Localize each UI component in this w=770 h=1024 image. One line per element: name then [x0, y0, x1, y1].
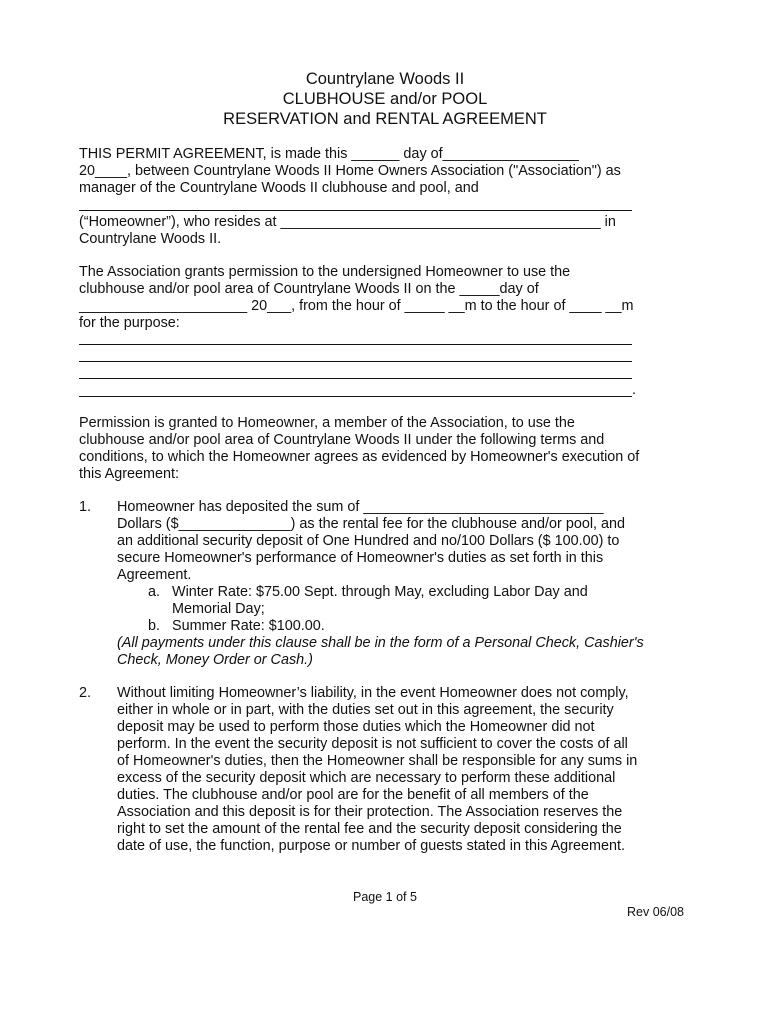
grant-line-1: The Association grants permission to the undersigned Homeowner to use the — [79, 264, 571, 280]
clause-2-line-5: of Homeowner's duties, then the Homeowner shall be responsible for any sums in — [117, 753, 638, 769]
title-line-3: RESERVATION and RENTAL AGREEMENT — [223, 110, 547, 128]
grant-line-4: for the purpose: — [79, 315, 180, 331]
clause-1a-line-1: Winter Rate: $75.00 Sept. through May, excluding Labor Day and — [172, 584, 588, 600]
intro-line-3: manager of the Countrylane Woods II clubhouse and pool, and — [79, 180, 479, 196]
permission-line-4: this Agreement: — [79, 466, 179, 482]
clause-1-line-2: Dollars ($______________) as the rental fee for the clubhouse and/or pool, and — [117, 516, 626, 532]
homeowner-name-blank[interactable] — [79, 210, 632, 211]
title-line-2: CLUBHOUSE and/or POOL — [282, 90, 488, 108]
clause-2-line-4: perform. In the event the security deposit is not sufficient to cover the costs of all — [117, 736, 628, 752]
clause-1-line-1: Homeowner has deposited the sum of ______________________________ — [117, 499, 604, 515]
clause-2-line-2: either in whole or in part, with the duties set out in this agreement, the security — [117, 702, 614, 718]
clause-2-line-6: excess of the security deposit which are necessary to perform these additional — [117, 770, 616, 786]
intro-line-2: 20____, between Countrylane Woods II Home Owners Association ("Association") as — [79, 163, 621, 179]
clause-1b-line-1: Summer Rate: $100.00. — [172, 618, 325, 634]
clause-1-line-5: Agreement. — [117, 567, 192, 583]
grant-line-2: clubhouse and/or pool area of Countrylane Woods II on the _____day of — [79, 281, 539, 297]
page-number: Page 1 of 5 — [353, 890, 417, 904]
clause-2-line-3: deposit may be used to perform those duties which the Homeowner did not — [117, 719, 595, 735]
purpose-blank-4[interactable] — [79, 396, 632, 397]
clause-2-line-9: right to set the amount of the rental fee and the security deposit considering the — [117, 821, 622, 837]
title-line-1: Countrylane Woods II — [305, 70, 465, 88]
clause-1-note-line-1: (All payments under this clause shall be in the form of a Personal Check, Cashier's — [117, 635, 644, 651]
revision-label: Rev 06/08 — [627, 905, 684, 919]
clause-2-line-10: date of use, the function, purpose or number of guests stated in this Agreement. — [117, 838, 625, 854]
intro-line-4: (“Homeowner”), who resides at ________________________________________ in — [79, 214, 616, 230]
grant-line-3: _____________________ 20___, from the hour of _____ __m to the hour of ____ __m — [79, 298, 634, 314]
clause-2-line-7: duties. The clubhouse and/or pool are for the benefit of all members of the — [117, 787, 589, 803]
clause-1b-marker: b. — [148, 618, 161, 634]
purpose-blank-2[interactable] — [79, 361, 632, 362]
clause-1-line-3: an additional security deposit of One Hundred and no/100 Dollars ($ 100.00) to — [117, 533, 620, 549]
clause-2-line-8: Association and this deposit is for their protection. The Association reserves the — [117, 804, 623, 820]
intro-line-1: THIS PERMIT AGREEMENT, is made this ______ day of_________________ — [79, 146, 579, 162]
purpose-blank-1[interactable] — [79, 344, 632, 345]
clause-2-line-1: Without limiting Homeowner’s liability, in the event Homeowner does not comply, — [117, 685, 629, 701]
intro-line-5: Countrylane Woods II. — [79, 231, 222, 247]
clause-1-number: 1. — [79, 499, 92, 515]
permission-line-1: Permission is granted to Homeowner, a member of the Association, to use the — [79, 415, 575, 431]
permission-line-3: conditions, to which the Homeowner agrees as evidenced by Homeowner's execution of — [79, 449, 640, 465]
purpose-blank-3[interactable] — [79, 378, 632, 379]
clause-1a-line-2: Memorial Day; — [172, 601, 265, 617]
clause-2-number: 2. — [79, 685, 92, 701]
purpose-period: . — [632, 382, 636, 398]
permission-line-2: clubhouse and/or pool area of Countrylane Woods II under the following terms and — [79, 432, 605, 448]
clause-1a-marker: a. — [148, 584, 161, 600]
document-title — [0, 69, 770, 129]
clause-1-line-4: secure Homeowner's performance of Homeowner's duties as set forth in this — [117, 550, 604, 566]
clause-1-note-line-2: Check, Money Order or Cash.) — [117, 652, 313, 668]
